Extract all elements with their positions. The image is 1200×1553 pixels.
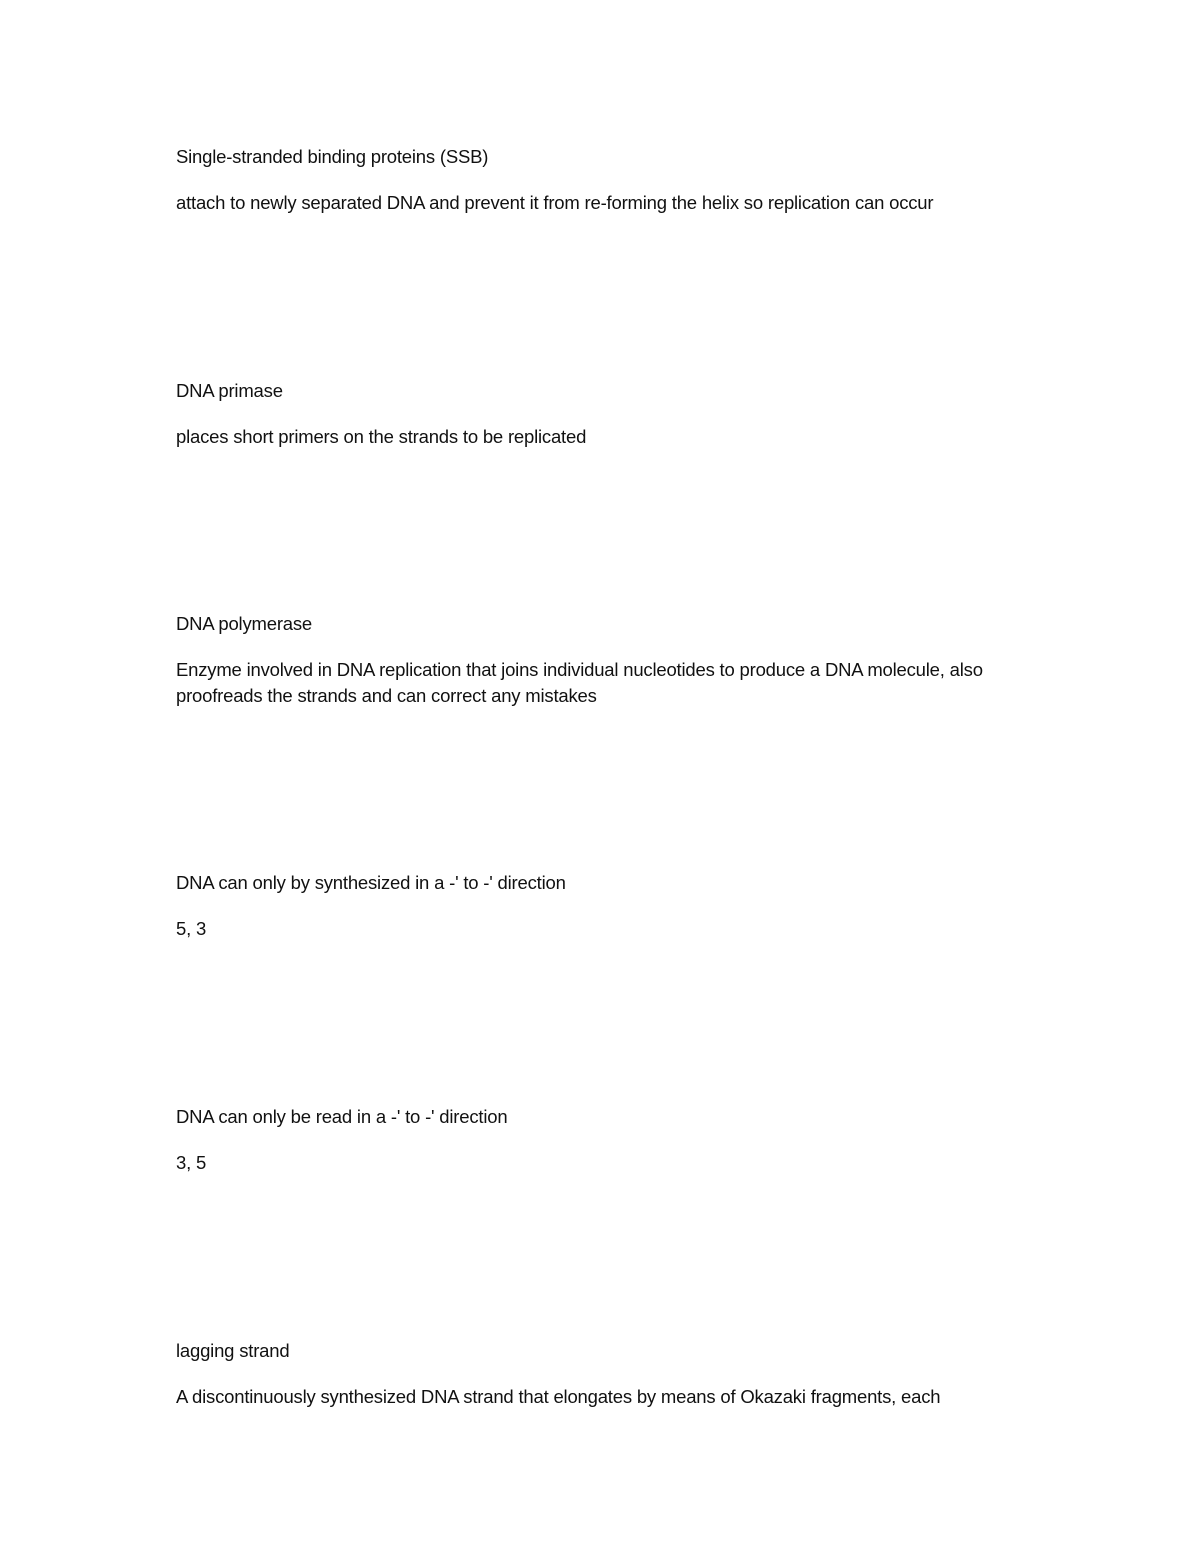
card-definition: attach to newly separated DNA and prevent it from re-forming the helix so replication can occur	[176, 192, 934, 213]
flashcard-entry	[176, 1338, 1056, 1410]
flashcard-entry	[176, 611, 1056, 709]
card-term: lagging strand	[176, 1340, 290, 1361]
card-definition: 5, 3	[176, 918, 207, 939]
flashcard-entry	[176, 870, 1056, 942]
card-definition: A discontinuously synthesized DNA strand that elongates by means of Okazaki fragments, each	[176, 1386, 941, 1407]
card-definition: Enzyme involved in DNA replication that joins individual nucleotides to produce a DNA molecule, also proofreads the strands and can correct any mistakes	[176, 659, 983, 706]
card-definition: 3, 5	[176, 1152, 207, 1173]
flashcard-entry	[176, 144, 1056, 216]
card-term: Single-stranded binding proteins (SSB)	[176, 146, 489, 167]
flashcard-entry	[176, 1104, 1056, 1176]
flashcard-entry	[176, 378, 1056, 450]
card-term: DNA primase	[176, 380, 283, 401]
card-definition: places short primers on the strands to be replicated	[176, 426, 587, 447]
card-term: DNA polymerase	[176, 613, 313, 634]
card-term: DNA can only by synthesized in a -' to -' direction	[176, 872, 566, 893]
card-term: DNA can only be read in a -' to -' direction	[176, 1106, 508, 1127]
